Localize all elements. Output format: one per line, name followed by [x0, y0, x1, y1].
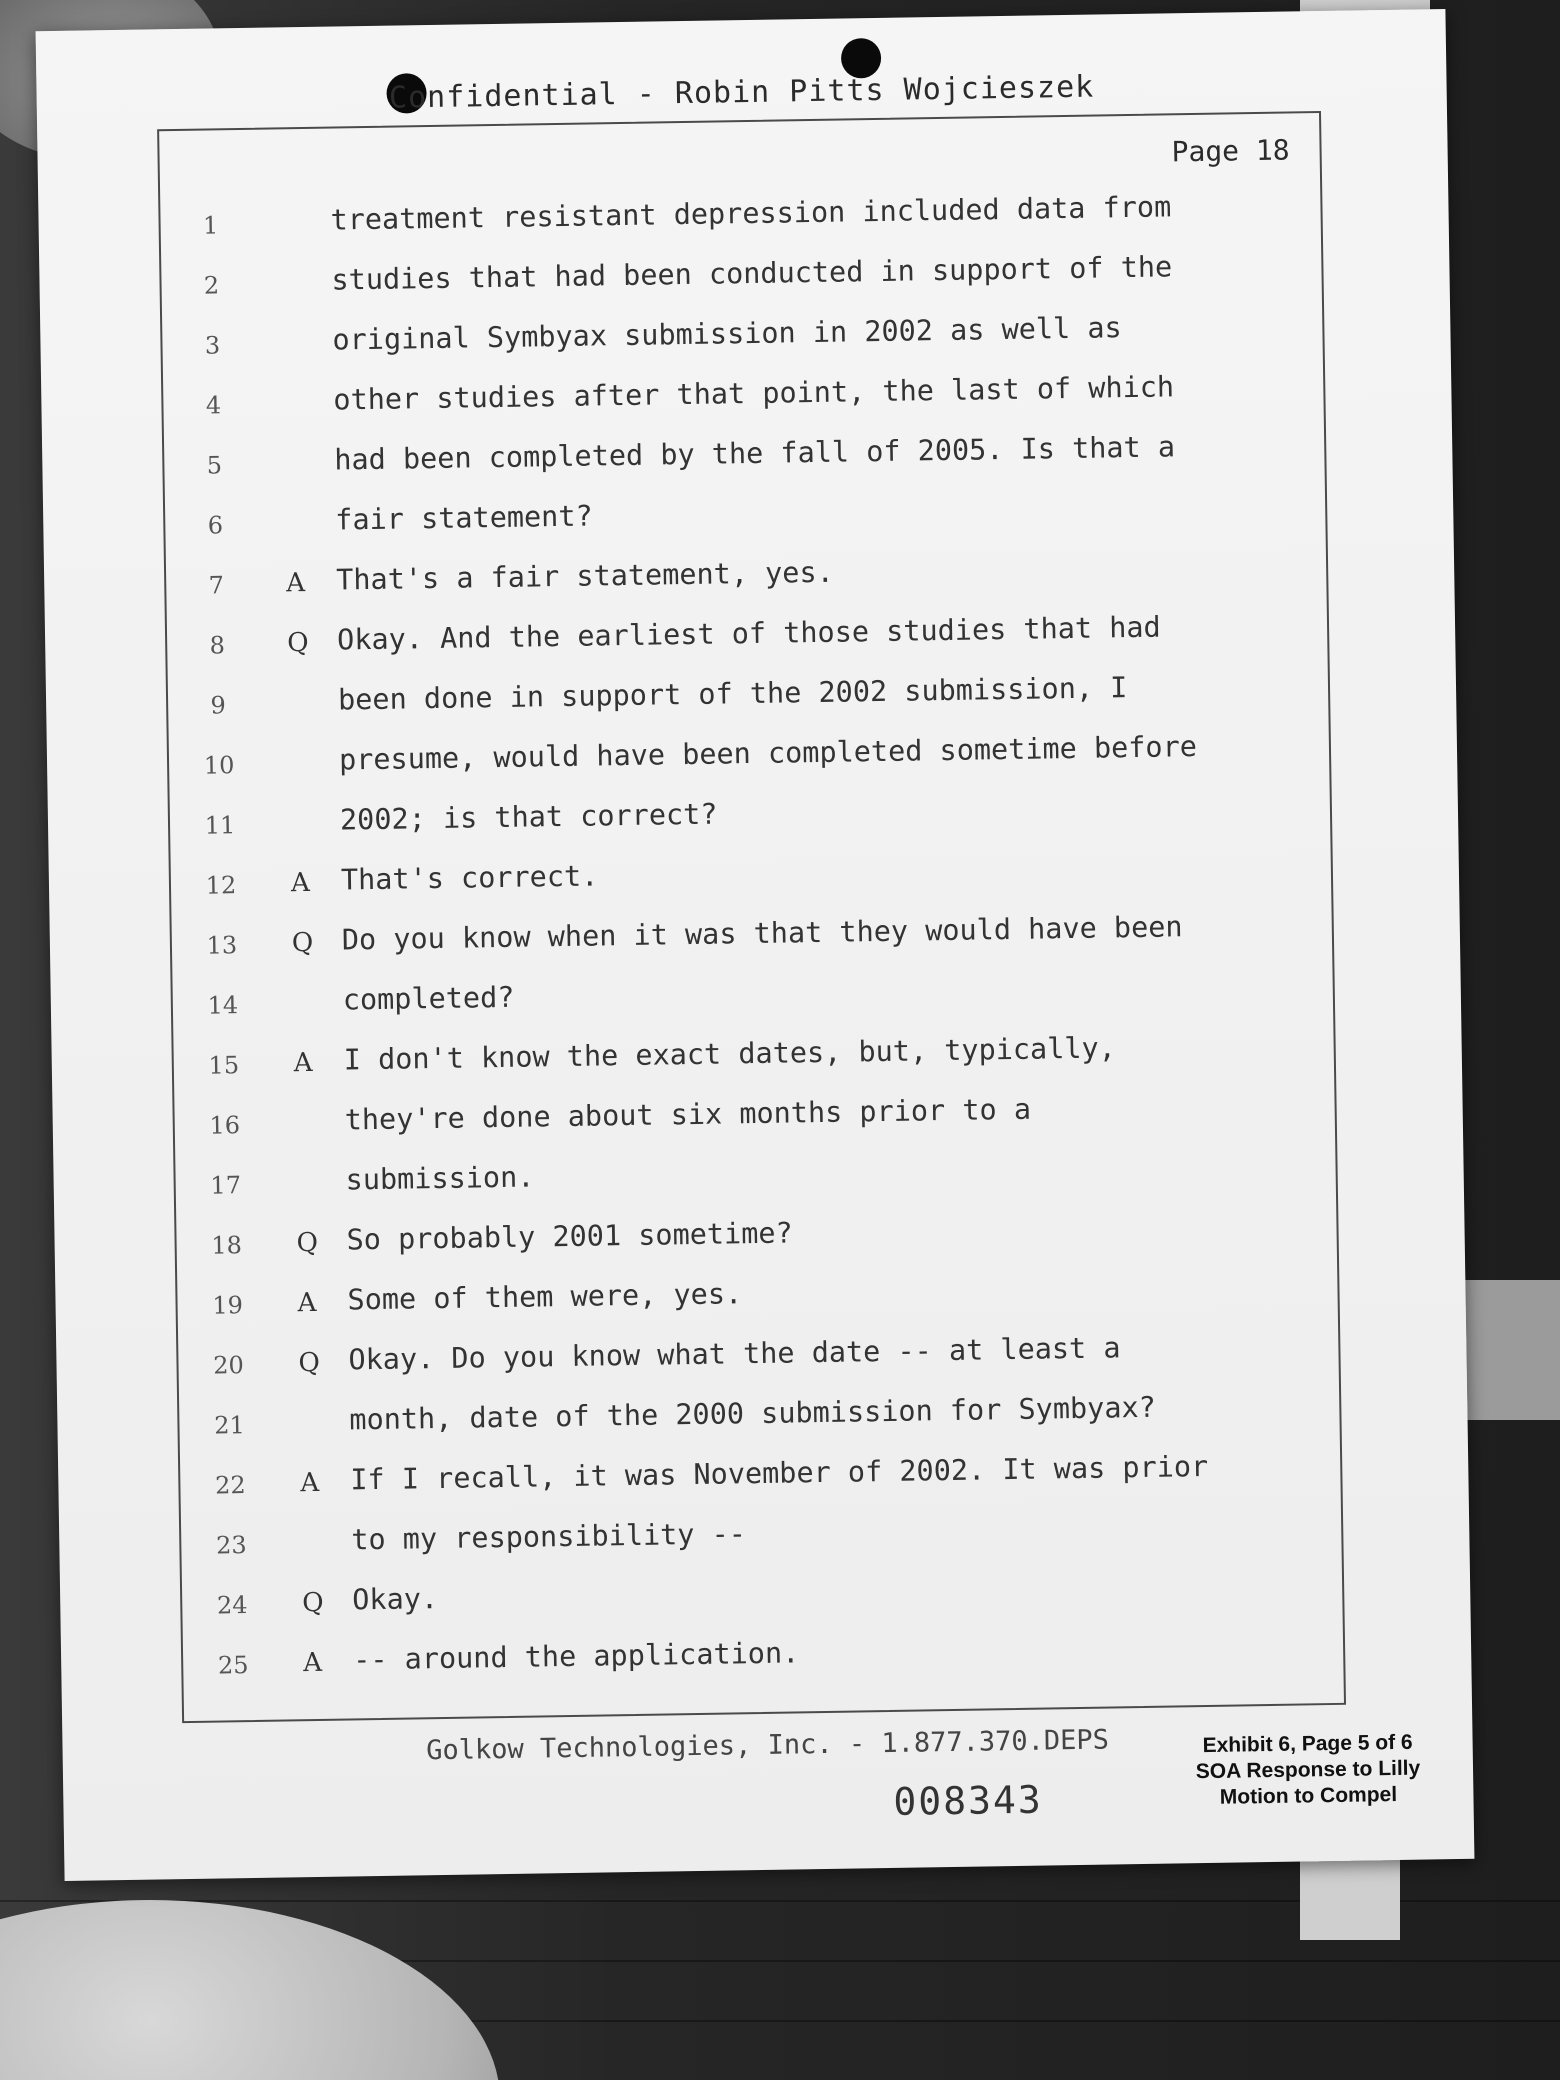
line-number: 25: [217, 1651, 249, 1680]
speaker-marker: Q: [291, 927, 314, 959]
line-text: submission.: [345, 1160, 535, 1197]
line-number: 23: [215, 1531, 247, 1560]
line-number: 24: [216, 1591, 248, 1620]
line-number: 22: [214, 1471, 246, 1500]
line-number: 7: [208, 571, 225, 600]
speaker-marker: A: [302, 1647, 323, 1679]
line-number: 9: [210, 691, 227, 720]
line-text: been done in support of the 2002 submission, I: [337, 671, 1128, 717]
speaker-marker: A: [293, 1047, 313, 1079]
line-text: had been completed by the fall of 2005. Is that a: [334, 430, 1176, 477]
line-number: 10: [203, 751, 235, 780]
line-text: presume, would have been completed sometime before: [338, 730, 1198, 777]
reporter-footer: Golkow Technologies, Inc. - 1.877.370.DEPS: [425, 1724, 1110, 1767]
line-number: 20: [213, 1351, 245, 1380]
line-text: 2002; is that correct?: [339, 797, 718, 837]
transcript-frame: [157, 111, 1346, 1723]
line-number: 21: [213, 1411, 245, 1440]
deposition-page: [36, 9, 1475, 1881]
line-number: 16: [209, 1111, 241, 1140]
bates-number: 008343: [893, 1777, 1044, 1824]
line-text: they're done about six months prior to a: [344, 1092, 1032, 1137]
exhibit-stamp: [1172, 1729, 1443, 1811]
line-number: 1: [202, 211, 219, 240]
line-text: other studies after that point, the last of which: [333, 370, 1175, 417]
line-text: Okay. And the earliest of those studies that had: [336, 610, 1161, 657]
line-number: 13: [206, 931, 238, 960]
line-text: treatment resistant depression included data from: [330, 190, 1172, 237]
line-number: 2: [203, 271, 220, 300]
speaker-marker: Q: [286, 627, 309, 659]
confidential-header: Confidential - Robin Pitts Wojcieszek: [388, 69, 1095, 116]
line-text: If I recall, it was November of 2002. It was prior: [350, 1449, 1209, 1497]
exhibit-stamp-line: Motion to Compel: [1219, 1783, 1398, 1809]
line-text: fair statement?: [335, 499, 593, 537]
line-text: Some of them were, yes.: [347, 1277, 743, 1317]
speaker-marker: A: [286, 568, 306, 599]
line-text: completed?: [342, 980, 515, 1017]
underlying-sheet: [1300, 1850, 1400, 1940]
line-text: That's a fair statement, yes.: [335, 555, 835, 597]
foreground-object: [0, 1900, 500, 2080]
line-text: Do you know when it was that they would have been: [341, 910, 1183, 957]
line-number: 14: [207, 991, 239, 1020]
page-number: Page 18: [1171, 133, 1290, 169]
speaker-marker: Q: [298, 1347, 321, 1379]
line-number: 11: [204, 811, 236, 840]
line-number: 17: [210, 1171, 242, 1200]
line-text: So probably 2001 sometime?: [346, 1216, 793, 1257]
exhibit-stamp-line: SOA Response to Lilly: [1195, 1756, 1421, 1784]
line-text: -- around the application.: [352, 1636, 800, 1677]
speaker-marker: A: [297, 1287, 317, 1319]
transcript-lines: [160, 188, 1343, 1706]
line-number: 12: [205, 871, 237, 900]
line-text: month, date of the 2000 submission for Symbyax?: [349, 1390, 1157, 1437]
line-text: Okay. Do you know what the date -- at least a: [348, 1331, 1121, 1377]
speaker-marker: A: [290, 867, 310, 899]
exhibit-stamp-line: Exhibit 6, Page 5 of 6: [1202, 1730, 1413, 1758]
line-text: original Symbyax submission in 2002 as well as: [332, 311, 1122, 357]
line-number: 18: [211, 1231, 243, 1260]
speaker-marker: A: [300, 1467, 320, 1499]
speaker-marker: Q: [302, 1587, 324, 1619]
line-number: 4: [205, 391, 222, 420]
line-text: Okay.: [351, 1582, 439, 1617]
line-text: I don't know the exact dates, but, typically,: [343, 1031, 1117, 1077]
line-number: 15: [208, 1051, 240, 1080]
line-text: That's correct.: [340, 859, 599, 897]
line-number: 3: [204, 331, 221, 360]
speaker-marker: Q: [296, 1227, 319, 1259]
line-number: 6: [207, 511, 224, 540]
line-number: 8: [209, 631, 226, 660]
line-number: 19: [212, 1291, 244, 1320]
line-text: studies that had been conducted in support of the: [331, 250, 1173, 297]
line-text: to my responsibility --: [351, 1517, 747, 1557]
line-number: 5: [206, 451, 223, 480]
